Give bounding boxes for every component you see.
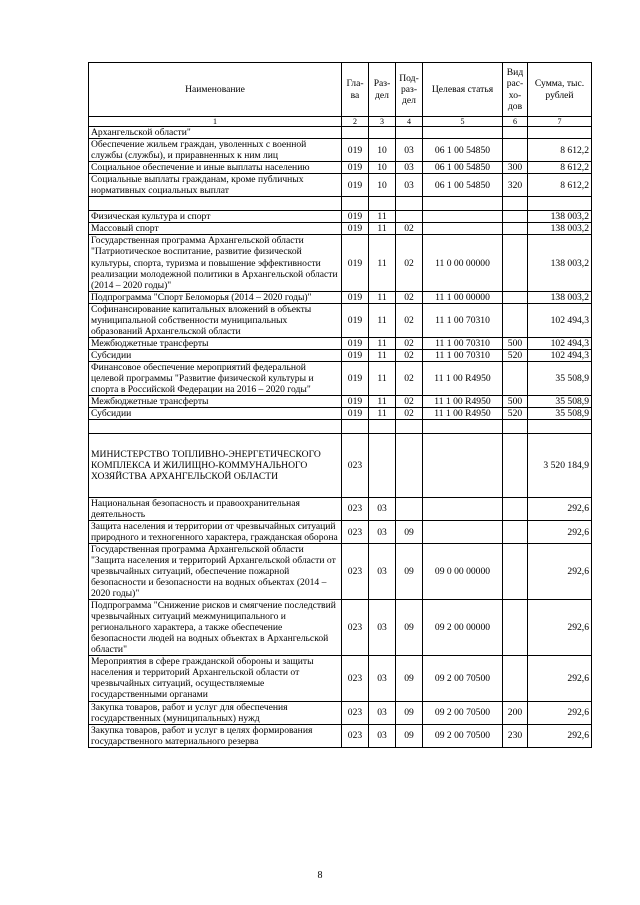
row-vid <box>503 419 528 433</box>
row-statya <box>423 127 503 139</box>
row-statya: 11 1 00 70310 <box>423 349 503 361</box>
row-statya <box>423 497 503 520</box>
row-razdel: 03 <box>369 656 396 701</box>
row-razdel: 03 <box>369 701 396 724</box>
row-razdel <box>369 433 396 497</box>
row-vid: 200 <box>503 701 528 724</box>
ministry-row <box>89 433 592 497</box>
row-statya: 09 2 00 00000 <box>423 600 503 656</box>
row-razdel: 10 <box>369 174 396 197</box>
row-name: Подпрограмма "Спорт Беломорья (2014 – 2020 годы)" <box>89 291 342 303</box>
table-row <box>89 544 592 600</box>
row-name <box>89 197 342 211</box>
row-name: МИНИСТЕРСТВО ТОПЛИВНО-ЭНЕРГЕТИЧЕСКОГО КОМПЛЕКСА И ЖИЛИЩНО-КОММУНАЛЬНОГО ХОЗЯЙСТВА АРХАНГЕЛЬСКОЙ ОБЛАСТИ <box>89 433 342 497</box>
row-summa <box>528 127 592 139</box>
row-name: Физическая культура и спорт <box>89 211 342 223</box>
row-vid: 230 <box>503 724 528 747</box>
row-vid <box>503 235 528 291</box>
row-statya: 09 0 00 00000 <box>423 544 503 600</box>
row-summa: 8 612,2 <box>528 139 592 162</box>
row-statya <box>423 521 503 544</box>
row-name: Закупка товаров, работ и услуг в целях формирования государственного материального резерва <box>89 724 342 747</box>
row-podrazdel: 09 <box>396 701 423 724</box>
row-vid <box>503 211 528 223</box>
row-razdel: 03 <box>369 724 396 747</box>
table-row <box>89 139 592 162</box>
column-number: 6 <box>503 117 528 127</box>
row-razdel: 11 <box>369 291 396 303</box>
row-name: Архангельской области" <box>89 127 342 139</box>
row-summa: 35 508,9 <box>528 395 592 407</box>
row-glava: 019 <box>342 139 369 162</box>
row-glava: 019 <box>342 349 369 361</box>
row-vid: 320 <box>503 174 528 197</box>
row-name: Подпрограмма "Снижение рисков и смягчение последствий чрезвычайных ситуаций межмуниципального и регионального характера, а также обеспечение безопасности людей на водных объектах в Архангельской области" <box>89 600 342 656</box>
row-razdel: 03 <box>369 497 396 520</box>
row-summa: 138 003,2 <box>528 211 592 223</box>
row-summa: 35 508,9 <box>528 361 592 395</box>
row-summa: 102 494,3 <box>528 303 592 337</box>
row-glava: 019 <box>342 303 369 337</box>
row-razdel: 11 <box>369 235 396 291</box>
row-podrazdel: 02 <box>396 361 423 395</box>
row-glava: 019 <box>342 361 369 395</box>
row-name: Финансовое обеспечение мероприятий федеральной целевой программы "Развитие физической культуры и спорта в Российской Федерации на 2016 – 2020 годы" <box>89 361 342 395</box>
table-row <box>89 349 592 361</box>
row-podrazdel: 03 <box>396 162 423 174</box>
row-vid <box>503 291 528 303</box>
table-row <box>89 303 592 337</box>
row-glava: 023 <box>342 544 369 600</box>
column-number: 4 <box>396 117 423 127</box>
header-glava: Гла-ва <box>342 63 369 117</box>
row-name: Социальные выплаты гражданам, кроме публичных нормативных социальных выплат <box>89 174 342 197</box>
row-statya <box>423 433 503 497</box>
column-number: 7 <box>528 117 592 127</box>
row-glava <box>342 197 369 211</box>
table-row <box>89 497 592 520</box>
row-name: Межбюджетные трансферты <box>89 395 342 407</box>
table-row <box>89 521 592 544</box>
row-statya <box>423 419 503 433</box>
row-statya: 06 1 00 54850 <box>423 139 503 162</box>
table-row <box>89 361 592 395</box>
row-vid: 300 <box>503 162 528 174</box>
row-podrazdel: 02 <box>396 303 423 337</box>
row-glava: 019 <box>342 223 369 235</box>
table-row <box>89 724 592 747</box>
page-number: 8 <box>317 870 323 881</box>
header-summa: Сумма, тыс. рублей <box>528 63 592 117</box>
table-body <box>89 127 592 747</box>
row-statya: 11 1 00 70310 <box>423 303 503 337</box>
row-glava: 019 <box>342 395 369 407</box>
row-razdel: 11 <box>369 349 396 361</box>
row-razdel: 03 <box>369 544 396 600</box>
row-name: Обеспечение жильем граждан, уволенных с военной службы (службы), и приравненных к ним лиц <box>89 139 342 162</box>
row-podrazdel <box>396 211 423 223</box>
row-name: Закупка товаров, работ и услуг для обеспечения государственных (муниципальных) нужд <box>89 701 342 724</box>
table-header <box>89 63 592 117</box>
row-podrazdel <box>396 419 423 433</box>
spacer-row <box>89 419 592 433</box>
row-podrazdel: 02 <box>396 395 423 407</box>
row-glava: 019 <box>342 162 369 174</box>
row-vid <box>503 521 528 544</box>
row-razdel: 11 <box>369 303 396 337</box>
row-vid <box>503 197 528 211</box>
row-summa: 138 003,2 <box>528 235 592 291</box>
column-number: 2 <box>342 117 369 127</box>
row-summa <box>528 419 592 433</box>
header-vid: Вид рас-хо-дов <box>503 63 528 117</box>
row-name: Государственная программа Архангельской области "Патриотическое воспитание, развитие физической культуры, спорта, туризма и повышение эффективности реализации молодежной политики в Архангельской области (2014 – 2020 годы)" <box>89 235 342 291</box>
row-name: Защита населения и территории от чрезвычайных ситуаций природного и техногенного характера, гражданская оборона <box>89 521 342 544</box>
row-podrazdel: 02 <box>396 337 423 349</box>
row-vid <box>503 433 528 497</box>
header-razdel: Раз-дел <box>369 63 396 117</box>
row-podrazdel: 09 <box>396 656 423 701</box>
row-podrazdel: 03 <box>396 139 423 162</box>
row-glava: 023 <box>342 600 369 656</box>
row-summa: 292,6 <box>528 724 592 747</box>
header-statya: Целевая статья <box>423 63 503 117</box>
table-row <box>89 600 592 656</box>
row-statya: 11 1 00 00000 <box>423 291 503 303</box>
row-vid <box>503 497 528 520</box>
row-vid <box>503 139 528 162</box>
row-statya <box>423 197 503 211</box>
row-summa: 292,6 <box>528 701 592 724</box>
table-row <box>89 395 592 407</box>
row-name: Национальная безопасность и правоохранительная деятельность <box>89 497 342 520</box>
row-statya: 11 1 00 70310 <box>423 337 503 349</box>
table-row <box>89 407 592 419</box>
row-name <box>89 419 342 433</box>
row-podrazdel: 09 <box>396 724 423 747</box>
table-row <box>89 127 592 139</box>
row-glava: 023 <box>342 521 369 544</box>
row-razdel: 03 <box>369 521 396 544</box>
row-name: Межбюджетные трансферты <box>89 337 342 349</box>
row-statya <box>423 211 503 223</box>
row-glava <box>342 419 369 433</box>
row-podrazdel: 02 <box>396 407 423 419</box>
row-razdel <box>369 419 396 433</box>
row-summa: 292,6 <box>528 656 592 701</box>
row-vid <box>503 656 528 701</box>
row-vid: 500 <box>503 337 528 349</box>
column-number: 3 <box>369 117 396 127</box>
row-glava: 019 <box>342 174 369 197</box>
row-vid <box>503 303 528 337</box>
row-summa: 102 494,3 <box>528 349 592 361</box>
row-razdel: 10 <box>369 162 396 174</box>
row-summa: 292,6 <box>528 497 592 520</box>
row-vid <box>503 223 528 235</box>
row-podrazdel <box>396 497 423 520</box>
row-podrazdel <box>396 127 423 139</box>
row-razdel: 11 <box>369 211 396 223</box>
row-razdel: 11 <box>369 361 396 395</box>
table-row <box>89 223 592 235</box>
row-podrazdel <box>396 433 423 497</box>
row-glava: 019 <box>342 291 369 303</box>
row-razdel <box>369 197 396 211</box>
table-row <box>89 211 592 223</box>
row-glava: 023 <box>342 497 369 520</box>
row-summa: 35 508,9 <box>528 407 592 419</box>
row-glava: 019 <box>342 211 369 223</box>
row-summa: 138 003,2 <box>528 291 592 303</box>
table-row <box>89 162 592 174</box>
table-row <box>89 291 592 303</box>
row-name: Социальное обеспечение и иные выплаты населению <box>89 162 342 174</box>
row-vid <box>503 600 528 656</box>
table-row <box>89 337 592 349</box>
row-summa: 102 494,3 <box>528 337 592 349</box>
row-razdel: 11 <box>369 223 396 235</box>
row-statya: 11 0 00 00000 <box>423 235 503 291</box>
column-number-row <box>89 117 592 127</box>
table-row <box>89 235 592 291</box>
row-vid: 520 <box>503 407 528 419</box>
row-razdel: 11 <box>369 337 396 349</box>
row-vid: 520 <box>503 349 528 361</box>
row-name: Субсидии <box>89 407 342 419</box>
row-name: Софинансирование капитальных вложений в объекты муниципальной собственности муниципальных образований Архангельской области <box>89 303 342 337</box>
budget-table <box>88 62 592 748</box>
row-summa: 292,6 <box>528 600 592 656</box>
row-podrazdel: 03 <box>396 174 423 197</box>
row-podrazdel: 09 <box>396 521 423 544</box>
row-statya: 11 1 00 R4950 <box>423 395 503 407</box>
row-statya: 11 1 00 R4950 <box>423 407 503 419</box>
row-glava: 019 <box>342 235 369 291</box>
row-razdel: 03 <box>369 600 396 656</box>
row-summa: 8 612,2 <box>528 162 592 174</box>
header-podrazdel: Под-раз-дел <box>396 63 423 117</box>
row-podrazdel: 02 <box>396 349 423 361</box>
row-glava <box>342 127 369 139</box>
row-podrazdel: 09 <box>396 544 423 600</box>
row-statya: 09 2 00 70500 <box>423 656 503 701</box>
row-glava: 023 <box>342 656 369 701</box>
header-name: Наименование <box>89 63 342 117</box>
row-vid <box>503 127 528 139</box>
row-statya: 06 1 00 54850 <box>423 162 503 174</box>
row-summa: 292,6 <box>528 521 592 544</box>
row-glava: 019 <box>342 407 369 419</box>
row-podrazdel: 09 <box>396 600 423 656</box>
row-razdel: 10 <box>369 139 396 162</box>
table-row <box>89 656 592 701</box>
row-summa: 292,6 <box>528 544 592 600</box>
row-vid <box>503 544 528 600</box>
table-row <box>89 174 592 197</box>
row-podrazdel: 02 <box>396 223 423 235</box>
row-statya: 11 1 00 R4950 <box>423 361 503 395</box>
spacer-row <box>89 197 592 211</box>
row-glava: 023 <box>342 701 369 724</box>
row-statya: 09 2 00 70500 <box>423 701 503 724</box>
row-summa <box>528 197 592 211</box>
row-statya: 09 2 00 70500 <box>423 724 503 747</box>
row-summa: 8 612,2 <box>528 174 592 197</box>
row-podrazdel <box>396 197 423 211</box>
row-razdel: 11 <box>369 395 396 407</box>
row-podrazdel: 02 <box>396 235 423 291</box>
row-vid: 500 <box>503 395 528 407</box>
row-razdel <box>369 127 396 139</box>
row-glava: 023 <box>342 433 369 497</box>
row-name: Субсидии <box>89 349 342 361</box>
row-glava: 019 <box>342 337 369 349</box>
row-summa: 3 520 184,9 <box>528 433 592 497</box>
row-statya: 06 1 00 54850 <box>423 174 503 197</box>
column-number: 1 <box>89 117 342 127</box>
row-glava: 023 <box>342 724 369 747</box>
row-name: Массовый спорт <box>89 223 342 235</box>
row-name: Мероприятия в сфере гражданской обороны и защиты населения и территорий Архангельской области от чрезвычайных ситуаций, осуществляемые государственными органами <box>89 656 342 701</box>
row-statya <box>423 223 503 235</box>
row-razdel: 11 <box>369 407 396 419</box>
row-vid <box>503 361 528 395</box>
row-summa: 138 003,2 <box>528 223 592 235</box>
column-number: 5 <box>423 117 503 127</box>
row-name: Государственная программа Архангельской области "Защита населения и территорий Архангельской области от чрезвычайных ситуаций, обеспечение пожарной безопасности и безопасности на водных объектах (2014 – 2020 годы)" <box>89 544 342 600</box>
row-podrazdel: 02 <box>396 291 423 303</box>
table-row <box>89 701 592 724</box>
